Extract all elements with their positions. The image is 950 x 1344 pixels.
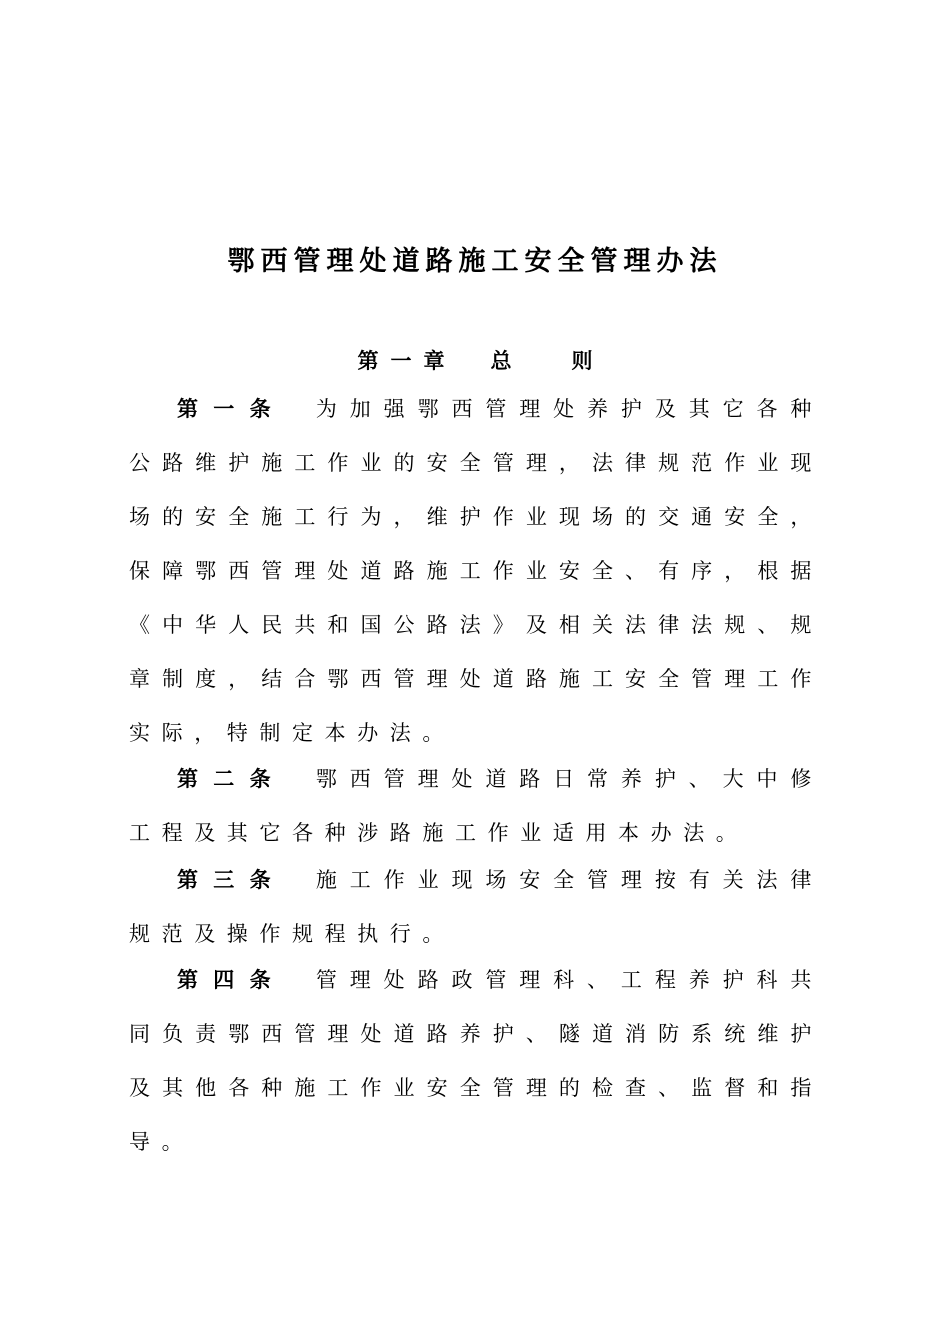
article-text: 施工作业现场安全管理按有关法律规范及操作规程执行。 xyxy=(129,868,824,946)
chapter-name: 总则 xyxy=(490,348,653,373)
article-3 xyxy=(129,853,823,961)
article-text: 为加强鄂西管理处养护及其它各种公路维护施工作业的安全管理，法律规范作业现场的安全施工行为，维护作业现场的交通安全，保障鄂西管理处道路施工作业安全、有序，根据《中华人民共和国公路法》及相关法律法规、规章制度，结合鄂西管理处道路施工安全管理工作实际，特制定本办法。 xyxy=(129,397,824,745)
article-number: 第二条 xyxy=(177,766,286,791)
chapter-heading xyxy=(0,346,950,376)
chapter-number: 第一章 xyxy=(357,348,457,373)
article-4 xyxy=(129,953,823,1169)
article-number: 第四条 xyxy=(177,967,286,992)
document-title: 鄂西管理处道路施工安全管理办法 xyxy=(227,246,723,277)
article-1 xyxy=(129,382,823,760)
article-text: 鄂西管理处道路日常养护、大中修工程及其它各种涉路施工作业适用本办法。 xyxy=(129,767,824,845)
article-number: 第一条 xyxy=(177,396,286,421)
article-number: 第三条 xyxy=(177,867,286,892)
article-2 xyxy=(129,752,823,860)
article-text: 管理处路政管理科、工程养护科共同负责鄂西管理处道路养护、隧道消防系统维护及其他各种施工作业安全管理的检查、监督和指导。 xyxy=(129,968,824,1154)
